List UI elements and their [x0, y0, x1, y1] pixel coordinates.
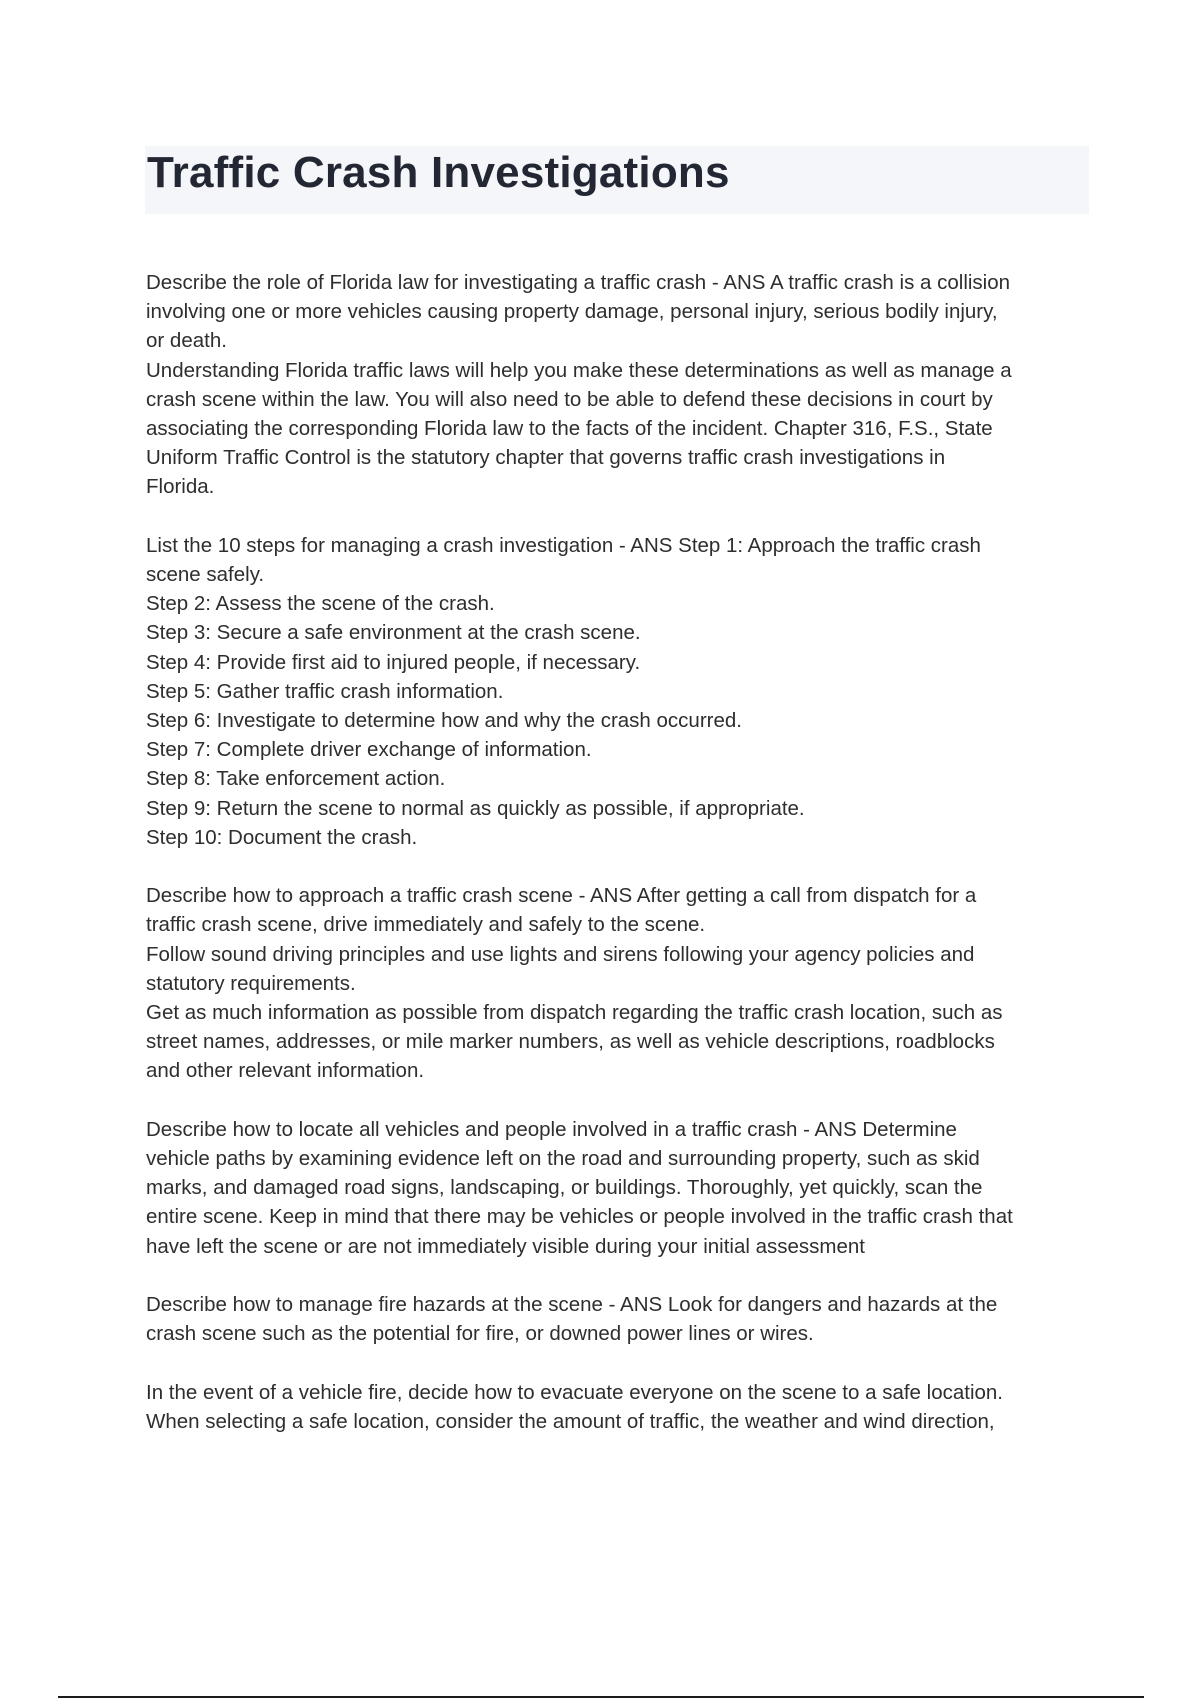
qa-florida-law: [146, 268, 1096, 502]
text-line: or death.: [146, 329, 227, 353]
text-line: involving one or more vehicles causing property damage, personal injury, serious bodily injury,: [146, 300, 998, 324]
text-line: Describe how to approach a traffic crash scene - ANS After getting a call from dispatch for a: [146, 884, 977, 908]
text-line: Describe how to manage fire hazards at the scene - ANS Look for dangers and hazards at the: [146, 1293, 998, 1317]
text-line: Step 8: Take enforcement action.: [146, 767, 446, 791]
text-line: Step 10: Document the crash.: [146, 825, 418, 849]
text-line: marks, and damaged road signs, landscaping, or buildings. Thoroughly, yet quickly, scan the: [146, 1176, 983, 1200]
text-line: Follow sound driving principles and use lights and sirens following your agency policies and: [146, 942, 975, 966]
text-line: entire scene. Keep in mind that there may be vehicles or people involved in the traffic crash that: [146, 1205, 1013, 1229]
text-line: and other relevant information.: [146, 1059, 425, 1083]
text-line: Describe how to locate all vehicles and people involved in a traffic crash - ANS Determine: [146, 1117, 957, 1141]
text-line: crash scene such as the potential for fire, or downed power lines or wires.: [146, 1322, 814, 1346]
qa-locate-vehicles: [146, 1115, 1096, 1261]
text-line: Step 5: Gather traffic crash information.: [146, 679, 504, 703]
text-line: When selecting a safe location, consider the amount of traffic, the weather and wind direction,: [146, 1409, 995, 1433]
text-line: have left the scene or are not immediately visible during your initial assessment: [146, 1234, 865, 1258]
text-line: In the event of a vehicle fire, decide how to evacuate everyone on the scene to a safe location.: [146, 1380, 1003, 1404]
qa-fire-hazards: [146, 1290, 1096, 1348]
text-line: statutory requirements.: [146, 971, 356, 995]
text-line: Florida.: [146, 475, 215, 499]
page-title: Traffic Crash Investigations: [147, 148, 730, 197]
text-line: Step 3: Secure a safe environment at the crash scene.: [146, 621, 641, 645]
text-line: crash scene within the law. You will also need to be able to defend these decisions in court by: [146, 387, 993, 411]
text-line: Understanding Florida traffic laws will help you make these determinations as well as manage a: [146, 358, 1012, 382]
qa-ten-steps: [146, 531, 1096, 852]
qa-approach-scene: [146, 881, 1096, 1085]
text-line: Get as much information as possible from dispatch regarding the traffic crash location, such as: [146, 1001, 1003, 1025]
text-line: Uniform Traffic Control is the statutory chapter that governs traffic crash investigations in: [146, 446, 946, 470]
text-line: Step 6: Investigate to determine how and why the crash occurred.: [146, 709, 742, 733]
text-line: Step 9: Return the scene to normal as quickly as possible, if appropriate.: [146, 796, 805, 820]
text-line: vehicle paths by examining evidence left on the road and surrounding property, such as skid: [146, 1147, 980, 1171]
document-body: [146, 268, 1096, 1465]
text-line: Step 4: Provide first aid to injured people, if necessary.: [146, 650, 641, 674]
text-line: street names, addresses, or mile marker numbers, as well as vehicle descriptions, roadblocks: [146, 1030, 995, 1054]
page-bottom-rule: [58, 1696, 1144, 1698]
text-line: Step 2: Assess the scene of the crash.: [146, 592, 495, 616]
text-line: List the 10 steps for managing a crash investigation - ANS Step 1: Approach the traffic crash: [146, 533, 981, 557]
text-line: Step 7: Complete driver exchange of information.: [146, 738, 592, 762]
text-line: Describe the role of Florida law for investigating a traffic crash - ANS A traffic crash is a collision: [146, 271, 1011, 294]
text-line: traffic crash scene, drive immediately and safely to the scene.: [146, 913, 706, 937]
text-line: associating the corresponding Florida law to the facts of the incident. Chapter 316, F.S., State: [146, 417, 993, 441]
qa-vehicle-fire: [146, 1378, 1096, 1436]
text-line: scene safely.: [146, 563, 265, 587]
